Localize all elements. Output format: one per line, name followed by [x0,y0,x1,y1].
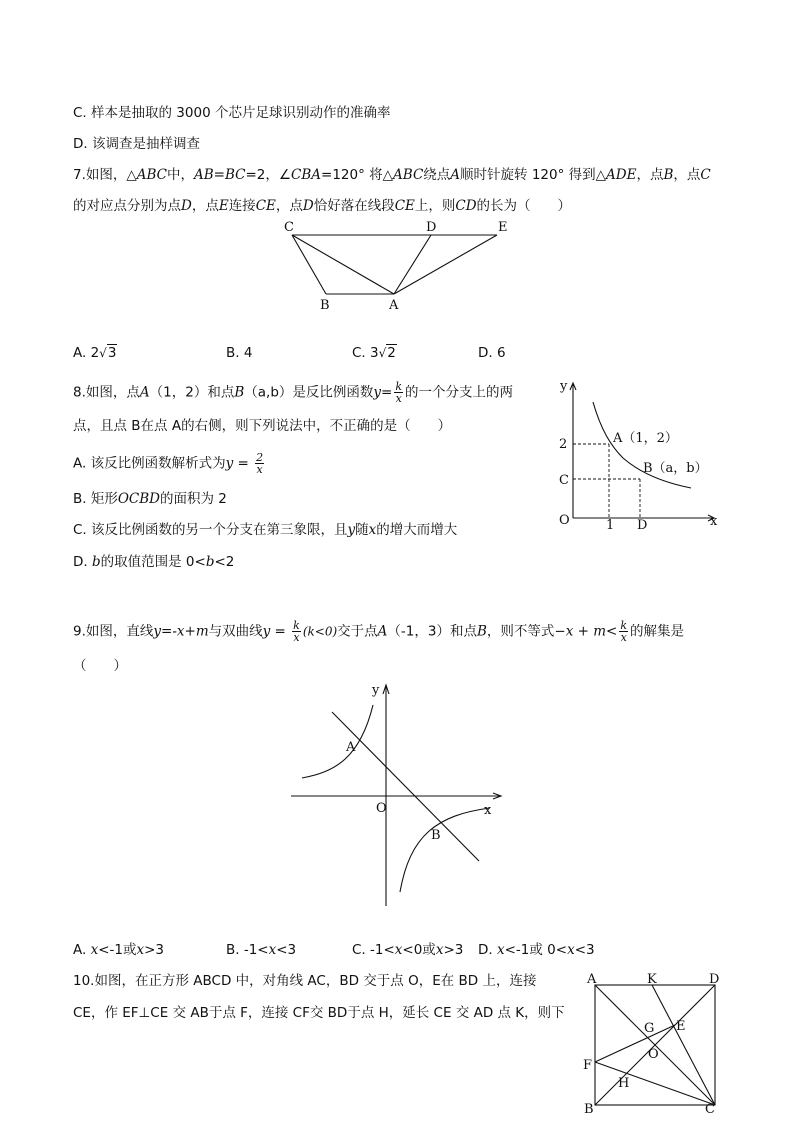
text: 的一个分支上的两 [405,384,514,401]
label-g: G [644,1021,655,1036]
text: 的面积为 2 [160,491,227,507]
text: D [302,198,314,214]
label-k: K [647,972,657,987]
q9-stem-line2: （ ） [73,658,127,674]
text: E [218,198,229,214]
text: A [139,384,150,401]
text: x [268,942,277,958]
text: ，点 [636,167,664,183]
q8-option-c [73,521,457,539]
q10-stem-line1: 10.如图，在正方形 ABCD 中，对角线 AC，BD 交于点 O，E在 BD 上，连接 [73,973,537,989]
text: A. [73,942,91,958]
text: x [394,942,403,958]
tick-2: 2 [559,437,568,452]
text: ，点 [275,198,303,214]
q8-stem-line2: 点，且点 B在点 A的右侧，则下列说法中，不正确的是（ ） [73,418,452,434]
denominator: x [395,392,402,405]
origin-label: O [376,801,387,816]
text: >3 [443,942,464,958]
q10-figure [580,970,728,1118]
text: C. -1< [352,942,395,958]
text: （1，2）和点 [149,384,235,401]
q9-option-b [226,941,296,959]
text: <3 [574,942,595,958]
origin-label: O [559,513,570,528]
text: D. [73,554,92,570]
q8-option-a [73,452,266,475]
text: x [136,942,145,958]
text: A [450,167,461,183]
q8-option-b [73,490,227,508]
q6-option-c: C. 样本是抽取的 3000 个芯片足球识别动作的准确率 [73,105,391,121]
text: b [91,554,101,570]
q7-option-b: B. 4 [226,345,253,361]
denominator: x [620,631,627,644]
q9-figure [285,680,510,910]
label-c: C [705,1102,715,1117]
text: （-1，3）和点 [387,623,477,640]
text: <0或 [402,942,436,958]
axis-y-label: y [560,379,568,394]
text: C [700,167,711,183]
text: (k<0) [302,624,338,639]
text: （a,b）是反比例函数 [244,384,374,401]
text: CBA [291,167,322,183]
fraction [292,620,301,643]
axis-x-label: x [484,803,492,818]
text: B [234,384,245,401]
text: CE [394,198,415,214]
text: 随 [355,522,369,538]
text: ，则不等式 [486,623,555,640]
text: A. 2 [73,345,100,361]
q8-stem-line1 [73,381,513,404]
text: 9.如图，直线 [73,623,154,640]
text: 顺时针旋转 120° 得到△ [460,167,607,183]
text: A [377,623,388,640]
text: C. 该反比例函数的另一个分支在第三象限，且 [73,522,348,538]
label-f: F [583,1058,593,1073]
axis-x-label: x [710,514,718,529]
fraction [255,452,264,475]
radicand: 2 [387,345,396,361]
label-d: D [709,972,720,987]
text: CE [255,198,276,214]
text: y=-x+m [153,623,209,640]
numerator: 2 [256,451,264,464]
tick-1: 1 [606,518,615,533]
text: <2 [214,554,235,570]
label-c: C [559,473,569,488]
text: y [373,384,382,401]
radicand: 3 [107,345,117,361]
text: 的对应点分别为点 [73,198,181,214]
label-a: A [389,298,399,313]
label-b: B [584,1102,594,1117]
text: A. 该反比例函数解析式为 [73,455,226,472]
text: ，点 [673,167,701,183]
text: AB=BC [194,167,246,183]
text: 8.如图，点 [73,384,140,401]
point-b-label: B（a，b） [643,461,708,476]
text: 7.如图，△ [73,167,137,183]
text: x [368,522,377,538]
text: B. 矩形 [73,491,118,507]
q10-stem-line2: CE，作 EF⊥CE 交 AB于点 F，连接 CF交 BD于点 H，延长 CE 交 AD 点 K，则下 [73,1005,565,1021]
text: x [567,942,575,958]
q9-option-a [73,941,164,959]
text: ADE [606,167,637,183]
numerator: k [293,619,300,632]
text: 恰好落在线段 [313,198,395,214]
label-d: D [426,220,437,235]
text: B. -1< [226,942,269,958]
label-c: C [284,220,294,235]
text: ABC [136,167,168,183]
label-e: E [676,1019,686,1034]
text: B [476,623,487,640]
text: <3 [276,942,297,958]
text: =120° 将△ [321,167,394,183]
text: =2，∠ [245,167,292,183]
text: <-1或 [98,942,137,958]
q9-option-c [352,941,463,959]
text: 连接 [228,198,256,214]
label-h: H [618,1076,630,1091]
q9-stem-line1 [73,620,684,643]
text: B [663,167,674,183]
text: −x + m< [554,623,618,640]
label-a: A [587,972,597,987]
text: y [225,455,234,472]
q8-option-d [73,553,234,571]
denominator: x [293,631,300,644]
text: OCBD [117,491,161,507]
text: x [496,942,505,958]
denominator: x [256,463,263,476]
text: D [181,198,192,214]
numerator: k [395,380,403,393]
text: x [90,942,99,958]
text: b [205,554,215,570]
q7-figure [280,218,520,313]
axis-y-label: y [372,683,380,698]
text: 中， [167,167,195,183]
q9-option-d [478,941,595,959]
q7-option-a: A. 2√3 [73,345,117,361]
label-d: D [637,518,648,533]
text: 的长为（ ） [476,198,572,214]
text: 的取值范围是 0< [100,554,206,570]
label-e: E [498,220,508,235]
q8-figure [553,372,728,532]
text: C. 3 [352,345,379,361]
text: 绕点 [423,167,451,183]
text: y [347,522,356,538]
numerator: k [620,619,628,632]
text: 交于点 [337,623,378,640]
text: ，点 [191,198,219,214]
text: = [381,384,393,401]
text: = [233,455,254,472]
text: <-1或 0< [504,942,568,958]
text: >3 [144,942,165,958]
text: ABC [393,167,424,183]
point-a-label: A [346,740,356,755]
q7-stem-line1 [73,166,711,184]
text: 上，则 [414,198,456,214]
label-o: O [648,1047,659,1062]
point-b-label: B [431,828,441,843]
text: D. [478,942,497,958]
text: 的增大而增大 [376,522,458,538]
q6-option-d: D. 该调查是抽样调查 [73,136,200,152]
text: y [262,623,271,640]
text: = [270,623,291,640]
point-a-label: A（1，2） [613,431,678,446]
fraction [394,381,403,404]
text: 的解集是 [630,623,685,640]
q7-option-d: D. 6 [478,345,506,361]
q7-option-c: C. 3√2 [352,345,396,361]
text: CD [455,198,477,214]
fraction [619,620,628,643]
text: x [435,942,444,958]
q7-stem-line2 [73,197,571,215]
text: 与双曲线 [208,623,263,640]
label-b: B [320,298,330,313]
